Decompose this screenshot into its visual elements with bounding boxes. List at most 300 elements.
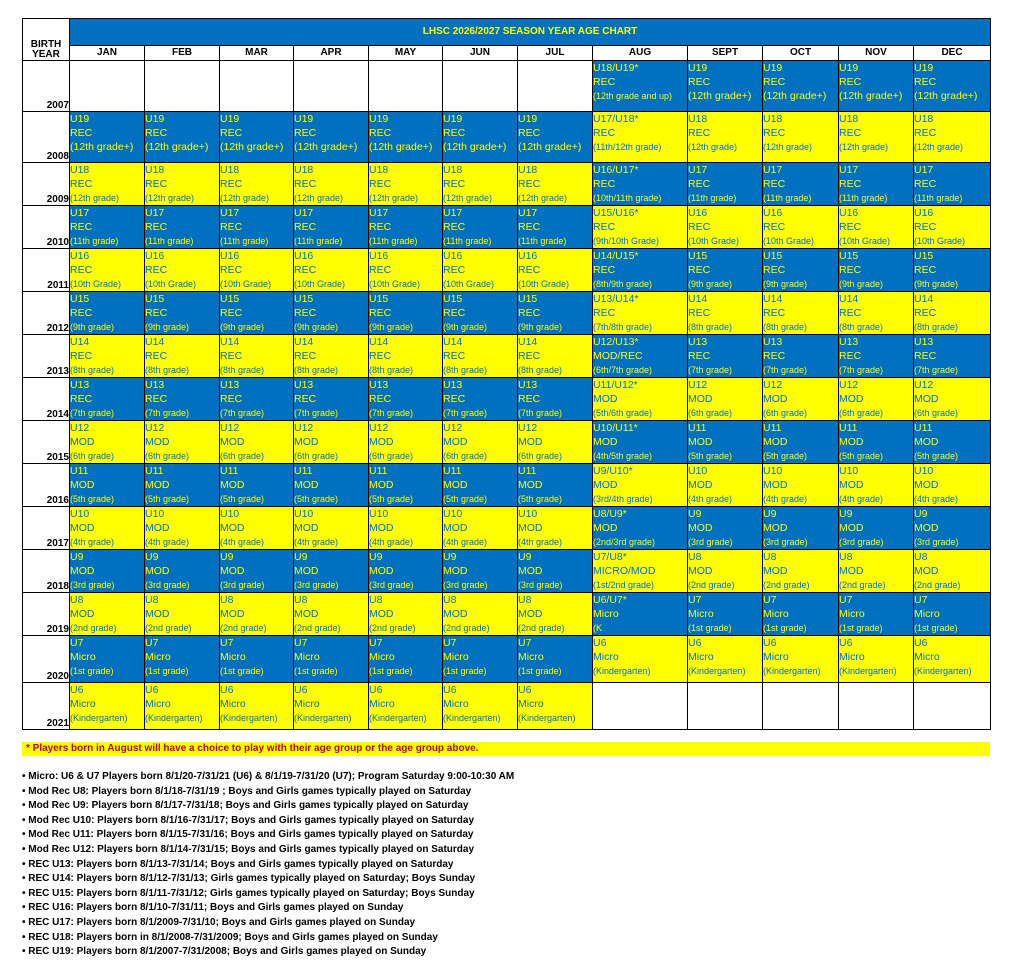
grade-label: (7th grade) [688, 365, 733, 375]
month-header: DEC [914, 46, 991, 61]
program-label: Micro [294, 651, 320, 663]
month-cell [443, 163, 518, 206]
august-note: * Players born in August will have a choice to play with their age group or the age group above. [22, 742, 990, 756]
program-label: REC [369, 393, 392, 405]
month-cell [145, 421, 220, 464]
birth-year: 2007 [23, 61, 70, 112]
program-label: REC [145, 178, 168, 190]
grade-label: (10th Grade) [70, 279, 122, 289]
age-group-label: U17 [443, 207, 463, 219]
program-label: REC [220, 221, 243, 233]
program-label: MOD [518, 565, 543, 577]
program-rule: • REC U17: Players born 8/1/2009-7/31/10; Boys and Girls games played on Sunday [22, 916, 514, 931]
month-cell [763, 507, 839, 550]
program-label: MOD [518, 436, 543, 448]
month-cell [518, 636, 593, 683]
age-group-label: U6 [593, 637, 607, 649]
month-cell [763, 683, 839, 730]
grade-label: (10th Grade) [763, 236, 815, 246]
age-group-label: U17 [763, 164, 783, 176]
age-group-label: U17 [220, 207, 240, 219]
month-header: AUG [593, 46, 688, 61]
program-label: REC [763, 76, 786, 88]
age-group-label: U13 [518, 379, 538, 391]
program-label: MOD [839, 522, 864, 534]
grade-label: (5th grade) [518, 494, 563, 504]
grade-label: (5th grade) [763, 451, 808, 461]
program-label: MOD [443, 565, 468, 577]
age-group-label: U6 [145, 684, 159, 696]
program-label: MOD [220, 522, 245, 534]
grade-label: (4th grade) [145, 537, 190, 547]
age-group-label: U15 [688, 250, 708, 262]
age-group-label: U10 [220, 508, 240, 520]
month-cell [70, 507, 145, 550]
program-label: REC [443, 221, 466, 233]
program-label: REC [839, 127, 862, 139]
grade-label: (2nd grade) [914, 580, 961, 590]
program-label: MOD [70, 436, 95, 448]
program-label: REC [593, 221, 616, 233]
age-group-label: U6 [220, 684, 234, 696]
program-label: MOD [763, 436, 788, 448]
birth-year: 2019 [23, 593, 70, 636]
program-label: MOD [688, 393, 713, 405]
program-label: MOD [914, 436, 939, 448]
grade-label: (8th grade) [763, 322, 808, 332]
age-group-label: U17 [688, 164, 708, 176]
program-label: REC [593, 127, 616, 139]
program-label: REC [70, 264, 93, 276]
age-group-label: U12 [443, 422, 463, 434]
age-group-label: U17 [518, 207, 538, 219]
grade-label: (12th grade+) [688, 90, 752, 102]
grade-label: (7th grade) [763, 365, 808, 375]
program-label: MOD [593, 522, 618, 534]
birth-label: BIRTH [30, 39, 62, 50]
grade-label: (12th grade) [369, 193, 419, 203]
age-group-label: U12 [369, 422, 389, 434]
grade-label: (9th grade) [839, 279, 884, 289]
grade-label: (10th Grade) [145, 279, 197, 289]
month-cell [518, 378, 593, 421]
month-cell [294, 593, 369, 636]
grade-label: (12th grade+) [220, 141, 284, 153]
program-rule: • Mod Rec U10: Players born 8/1/16-7/31/17; Boys and Girls games typically played on Saturday [22, 814, 514, 829]
program-label: REC [443, 178, 466, 190]
grade-label: (7th grade) [839, 365, 884, 375]
month-cell [443, 683, 518, 730]
grade-label: (10th Grade) [443, 279, 495, 289]
month-cell [369, 683, 443, 730]
program-label: MOD [593, 436, 618, 448]
age-group-label: U8 [763, 551, 777, 563]
age-group-label: U16 [369, 250, 389, 262]
program-label: Micro [688, 608, 714, 620]
age-group-label: U18 [145, 164, 165, 176]
grade-label: (11th/12th grade) [593, 142, 662, 152]
program-label: REC [70, 350, 93, 362]
grade-label: (11th grade) [70, 236, 119, 246]
august-cell [593, 507, 688, 550]
program-label: MOD [145, 522, 170, 534]
age-group-label: U7 [369, 637, 383, 649]
age-group-label: U14 [839, 293, 859, 305]
grade-label: (12th grade) [763, 142, 813, 152]
month-cell [70, 206, 145, 249]
program-label: REC [763, 178, 786, 190]
month-cell [369, 163, 443, 206]
age-group-label: U11 [839, 422, 858, 434]
program-label: Micro [914, 608, 940, 620]
age-group-label: U16 [518, 250, 538, 262]
grade-label: (11th grade) [369, 236, 418, 246]
age-group-label: U8 [914, 551, 928, 563]
month-header: JUN [443, 46, 518, 61]
month-cell [688, 112, 763, 163]
program-label: MOD [839, 393, 864, 405]
birth-year: 2008 [23, 112, 70, 163]
month-cell [763, 292, 839, 335]
month-cell [70, 378, 145, 421]
month-cell [839, 335, 914, 378]
grade-label: (1st grade) [369, 666, 413, 676]
age-group-label: U15/U16* [593, 207, 639, 219]
month-cell [443, 206, 518, 249]
month-cell [688, 464, 763, 507]
program-rule: • REC U18: Players born in 8/1/2008-7/31/2009; Boys and Girls games played on Sunday [22, 931, 514, 946]
birth-year: 2018 [23, 550, 70, 593]
month-cell [914, 378, 991, 421]
birth-year: 2021 [23, 683, 70, 730]
grade-label: (6th grade) [294, 451, 339, 461]
grade-label: (2nd grade) [688, 580, 735, 590]
age-group-label: U11 [914, 422, 933, 434]
program-label: REC [839, 307, 862, 319]
grade-label: (Kindergarten) [593, 666, 651, 676]
age-group-label: U13 [688, 336, 708, 348]
age-group-label: U10 [70, 508, 90, 520]
program-label: REC [70, 127, 93, 139]
program-label: MOD [294, 436, 319, 448]
month-cell [220, 378, 294, 421]
grade-label: (6th grade) [220, 451, 265, 461]
month-cell [145, 593, 220, 636]
program-rule: • Mod Rec U11: Players born 8/1/15-7/31/16; Boys and Girls games typically played on Saturday [22, 828, 514, 843]
age-group-label: U9 [763, 508, 777, 520]
month-cell [839, 61, 914, 112]
program-label: Micro [593, 651, 619, 663]
program-label: MOD [369, 565, 394, 577]
month-cell [369, 61, 443, 112]
program-label: MOD [839, 436, 864, 448]
grade-label: (6th grade) [914, 408, 959, 418]
program-label: REC [593, 307, 616, 319]
month-cell [763, 636, 839, 683]
age-group-label: U17 [369, 207, 389, 219]
program-label: REC [839, 221, 862, 233]
program-label: REC [369, 350, 392, 362]
grade-label: (8th grade) [914, 322, 959, 332]
month-cell [914, 683, 991, 730]
age-group-label: U6 [443, 684, 457, 696]
month-cell [688, 636, 763, 683]
program-label: REC [220, 178, 243, 190]
age-group-label: U14 [145, 336, 165, 348]
grade-label: (2nd grade) [369, 623, 416, 633]
age-group-label: U14 [220, 336, 240, 348]
grade-label: (8th grade) [688, 322, 733, 332]
program-label: Micro [145, 651, 171, 663]
program-label: MOD [369, 436, 394, 448]
grade-label: (8th grade) [294, 365, 339, 375]
grade-label: (8th/9th grade) [593, 279, 653, 289]
program-label: REC [369, 127, 392, 139]
grade-label: (3rd grade) [518, 580, 563, 590]
grade-label: (12th grade+) [914, 90, 978, 102]
month-cell [369, 464, 443, 507]
month-cell [443, 112, 518, 163]
age-group-label: U12/U13* [593, 336, 639, 348]
month-cell [688, 292, 763, 335]
month-cell [70, 292, 145, 335]
grade-label: (12th grade+) [369, 141, 433, 153]
month-cell [220, 464, 294, 507]
age-group-label: U19 [220, 113, 240, 125]
program-label: REC [839, 350, 862, 362]
grade-label: (4th grade) [688, 494, 733, 504]
age-group-label: U13 [443, 379, 463, 391]
month-cell [70, 61, 145, 112]
age-group-label: U19 [70, 113, 90, 125]
program-label: REC [763, 221, 786, 233]
age-group-label: U14 [518, 336, 538, 348]
age-group-label: U11 [145, 465, 164, 477]
grade-label: (11th grade) [688, 193, 737, 203]
grade-label: (6th/7th grade) [593, 365, 653, 375]
program-label: MOD [593, 393, 618, 405]
month-cell [443, 464, 518, 507]
grade-label: (2nd grade) [220, 623, 267, 633]
grade-label: (5th grade) [145, 494, 190, 504]
august-cell [593, 636, 688, 683]
grade-label: (2nd grade) [443, 623, 490, 633]
august-cell [593, 335, 688, 378]
month-cell [443, 421, 518, 464]
month-cell [145, 249, 220, 292]
birth-year-row [23, 507, 991, 550]
program-label: MOD [443, 436, 468, 448]
program-label: MOD/REC [593, 350, 643, 362]
month-cell [839, 249, 914, 292]
month-header: APR [294, 46, 369, 61]
grade-label: (12th grade and up) [593, 91, 673, 101]
program-label: REC [294, 178, 317, 190]
age-group-label: U9 [145, 551, 159, 563]
august-cell [593, 292, 688, 335]
program-label: Micro [220, 651, 246, 663]
month-cell [70, 421, 145, 464]
age-group-label: U8 [443, 594, 457, 606]
age-group-label: U13 [763, 336, 783, 348]
program-label: REC [763, 127, 786, 139]
age-group-label: U16 [145, 250, 165, 262]
birth-year-row [23, 112, 991, 163]
birth-year-row [23, 421, 991, 464]
grade-label: (5th grade) [220, 494, 265, 504]
program-label: REC [688, 178, 711, 190]
month-cell [914, 636, 991, 683]
age-group-label: U8 [688, 551, 702, 563]
grade-label: (12th grade+) [839, 90, 903, 102]
age-group-label: U9 [70, 551, 84, 563]
program-label: MOD [70, 522, 95, 534]
month-cell [688, 249, 763, 292]
age-group-label: U9 [688, 508, 702, 520]
age-group-label: U13 [294, 379, 314, 391]
age-group-label: U15 [294, 293, 314, 305]
program-label: MOD [220, 565, 245, 577]
grade-label: (Kindergarten) [688, 666, 746, 676]
grade-label: (9th grade) [914, 279, 959, 289]
age-group-label: U12 [688, 379, 708, 391]
program-label: MOD [220, 436, 245, 448]
age-group-label: U18 [294, 164, 314, 176]
age-group-label: U7 [839, 594, 853, 606]
grade-label: (9th grade) [688, 279, 733, 289]
month-cell [839, 112, 914, 163]
grade-label: (Kindergarten) [220, 713, 278, 723]
age-group-label: U6 [70, 684, 84, 696]
age-group-label: U19 [688, 62, 708, 74]
grade-label: (12th grade) [688, 142, 738, 152]
grade-label: (10th Grade) [220, 279, 272, 289]
month-cell [688, 550, 763, 593]
grade-label: (8th grade) [369, 365, 414, 375]
grade-label: (1st grade) [914, 623, 958, 633]
age-group-label: U11/U12* [593, 379, 638, 391]
grade-label: (12th grade+) [518, 141, 582, 153]
month-cell [518, 335, 593, 378]
age-group-label: U6 [839, 637, 853, 649]
program-label: REC [369, 264, 392, 276]
age-group-label: U9 [839, 508, 853, 520]
grade-label: (1st grade) [763, 623, 807, 633]
month-cell [763, 550, 839, 593]
grade-label: (10th/11th grade) [593, 193, 662, 203]
month-cell [914, 464, 991, 507]
grade-label: (3rd grade) [220, 580, 265, 590]
grade-label: (5th grade) [839, 451, 884, 461]
age-group-label: U10 [914, 465, 934, 477]
month-cell [145, 636, 220, 683]
grade-label: (12th grade+) [763, 90, 827, 102]
age-group-label: U11 [220, 465, 239, 477]
age-group-label: U19 [518, 113, 538, 125]
age-group-label: U9 [914, 508, 928, 520]
month-cell [839, 593, 914, 636]
birth-year-row [23, 163, 991, 206]
program-label: MOD [369, 608, 394, 620]
age-group-label: U8 [145, 594, 159, 606]
age-group-label: U18 [763, 113, 783, 125]
month-cell [518, 464, 593, 507]
age-group-label: U18 [443, 164, 463, 176]
grade-label: (1st grade) [294, 666, 338, 676]
program-label: Micro [145, 698, 171, 710]
grade-label: (1st grade) [70, 666, 114, 676]
program-label: MOD [369, 522, 394, 534]
program-label: REC [369, 221, 392, 233]
age-group-label: U8 [839, 551, 853, 563]
program-label: REC [145, 307, 168, 319]
grade-label: (8th grade) [518, 365, 563, 375]
age-group-label: U18 [914, 113, 934, 125]
age-group-label: U6 [294, 684, 308, 696]
age-group-label: U14 [443, 336, 463, 348]
program-label: REC [518, 307, 541, 319]
program-label: REC [688, 221, 711, 233]
age-group-label: U7 [443, 637, 457, 649]
program-label: MOD [145, 565, 170, 577]
month-cell [70, 163, 145, 206]
program-label: REC [518, 264, 541, 276]
program-label: REC [369, 307, 392, 319]
month-cell [294, 507, 369, 550]
grade-label: (6th grade) [518, 451, 563, 461]
birth-year-row [23, 335, 991, 378]
program-label: REC [914, 264, 937, 276]
age-group-label: U10 [145, 508, 165, 520]
program-label: REC [220, 264, 243, 276]
month-cell [443, 249, 518, 292]
grade-label: (3rd grade) [688, 537, 733, 547]
grade-label: (6th grade) [688, 408, 733, 418]
grade-label: (3rd grade) [763, 537, 808, 547]
age-group-label: U11 [518, 465, 537, 477]
program-label: REC [294, 127, 317, 139]
month-cell [518, 206, 593, 249]
grade-label: (6th grade) [763, 408, 808, 418]
age-group-label: U16 [839, 207, 859, 219]
month-cell [518, 61, 593, 112]
age-group-label: U10 [294, 508, 314, 520]
month-cell [145, 550, 220, 593]
month-cell [369, 112, 443, 163]
age-group-label: U19 [914, 62, 934, 74]
month-cell [145, 112, 220, 163]
program-label: REC [443, 350, 466, 362]
birth-year-row [23, 593, 991, 636]
month-cell [220, 593, 294, 636]
grade-label: (12th grade) [145, 193, 195, 203]
age-group-label: U19 [369, 113, 389, 125]
program-label: Micro [294, 698, 320, 710]
month-cell [70, 593, 145, 636]
grade-label: (11th grade) [839, 193, 888, 203]
month-cell [839, 683, 914, 730]
month-cell [443, 61, 518, 112]
age-group-label: U10/U11* [593, 422, 638, 434]
grade-label: (6th grade) [443, 451, 488, 461]
grade-label: (7th grade) [443, 408, 488, 418]
program-label: REC [220, 127, 243, 139]
age-group-label: U13 [145, 379, 165, 391]
age-group-label: U12 [220, 422, 240, 434]
month-cell [688, 206, 763, 249]
month-cell [145, 683, 220, 730]
program-label: MOD [294, 479, 319, 491]
